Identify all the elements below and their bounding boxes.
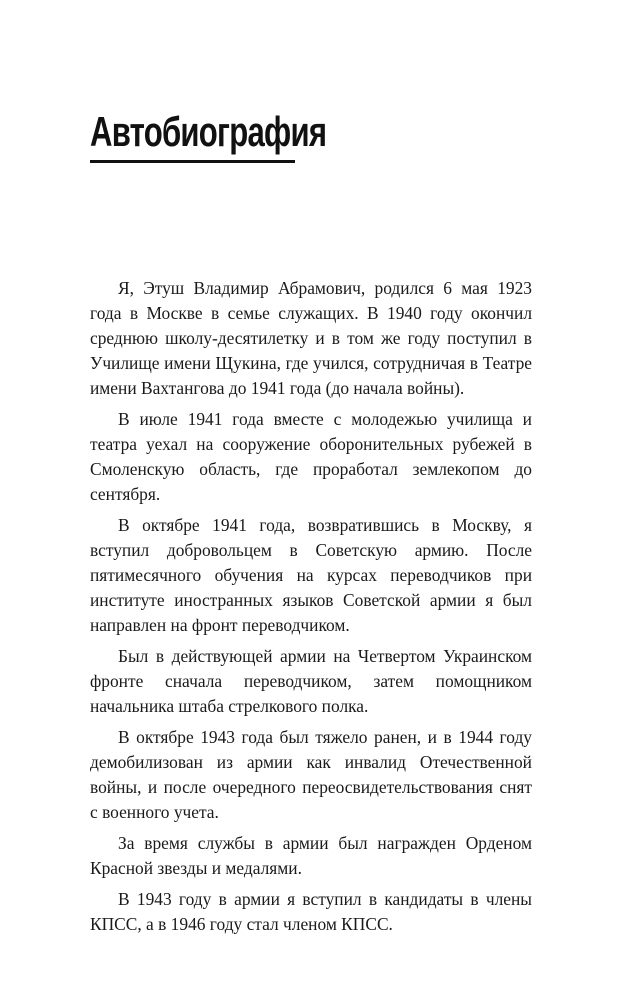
- paragraph: За время службы в армии был награжден Орденом Красной звезды и медалями.: [90, 833, 532, 878]
- page-title: Автобиография: [90, 108, 327, 155]
- paragraph: В 1943 году в армии я вступил в кандидаты в члены КПСС, а в 1946 году стал членом КПСС.: [90, 889, 532, 934]
- paragraph: Был в действующей армии на Четвертом Украинском фронте сначала переводчиком, затем помощником начальника штаба стрелкового полка.: [90, 646, 532, 716]
- paragraph: В июле 1941 года вместе с молодежью училища и театра уехал на сооружение оборонительных рубежей в Смоленскую область, где проработал землекопом до сентября.: [90, 409, 532, 504]
- title-underline: [90, 160, 295, 163]
- body-text: [90, 276, 532, 943]
- paragraph: Я, Этуш Владимир Абрамович, родился 6 мая 1923 года в Москве в семье служащих. В 1940 году окончил среднюю школу-десятилетку и в том же году поступил в Училище имени Щукина, где учился, сотрудничая в Театре имени Вахтангова до 1941 года (до начала войны).: [90, 278, 532, 398]
- paragraph: В октябре 1943 года был тяжело ранен, и в 1944 году демобилизован из армии как инвалид Отечественной войны, и после очередного переосвидетельствования снят с военного учета.: [90, 727, 532, 822]
- paragraph: В октябре 1941 года, возвратившись в Москву, я вступил добровольцем в Советскую армию. После пятимесячного обучения на курсах переводчиков при институте иностранных языков Советской армии я был направлен на фронт переводчиком.: [90, 515, 532, 635]
